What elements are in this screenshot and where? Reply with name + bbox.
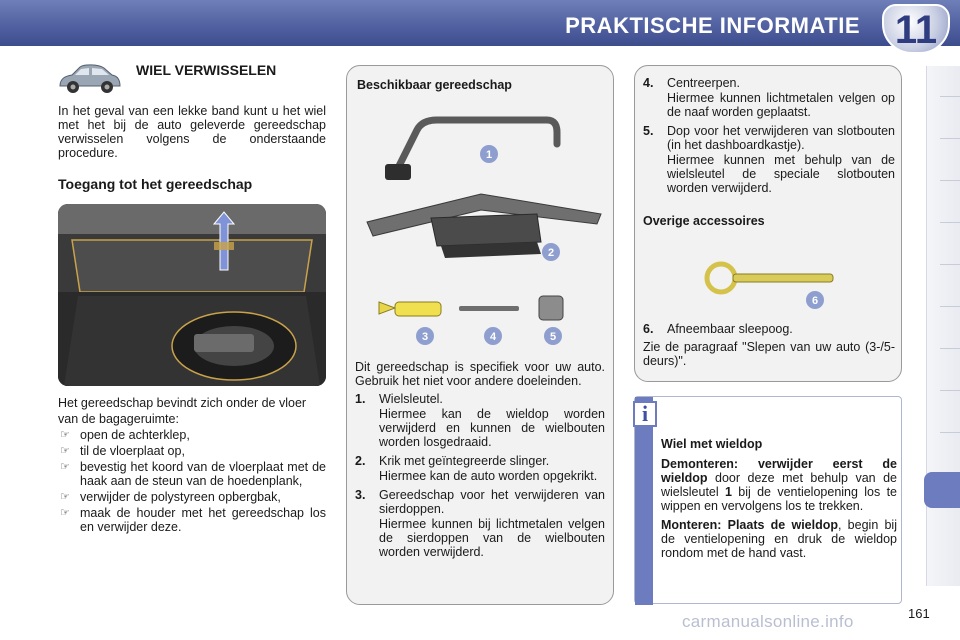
see-also-text: Zie de paragraaf "Slepen van uw auto (3-/5-deurs)".: [643, 340, 895, 368]
item-description: Hiermee kan de auto worden opgekrikt.: [379, 469, 598, 483]
list-item-text: bevestig het koord van de vloerplaat met de haak aan de steun van de hoedenplank,: [80, 460, 326, 488]
callout-label: 1: [485, 149, 493, 161]
accessories-list: [643, 76, 895, 200]
hand-pointer-icon: ☞: [60, 429, 70, 441]
tool-location-text: [58, 396, 326, 536]
steps-list: [58, 428, 326, 534]
tab-divider: [940, 432, 960, 433]
tools-panel-title: Beschikbaar gereedschap: [357, 78, 512, 92]
tools-panel: [346, 65, 614, 605]
info-title: Wiel met wieldop: [661, 437, 763, 451]
list-item: [643, 124, 895, 152]
tab-divider: [940, 264, 960, 265]
info-remove-lead: Demonteren: verwijder eerst de wieldop: [661, 457, 897, 485]
item-description: Hiermee kunnen bij lichtmetalen velgen de sierdoppen van de wielbouten worden verwijderd.: [379, 517, 605, 559]
callout-label: 2: [547, 247, 555, 259]
car-icon: [56, 60, 122, 96]
page-number: 161: [908, 606, 930, 621]
item-name: Gereedschap voor het verwijderen van sierdoppen.: [379, 488, 605, 516]
other-accessories-title: Overige accessoires: [643, 214, 765, 228]
info-mount-lead: Monteren: Plaats de wieldop: [661, 518, 838, 532]
tools-intro: Dit gereedschap is specifiek voor uw auto. Gebruik het niet voor andere doeleinden.: [355, 360, 605, 388]
towing-eye-illustration: [695, 256, 845, 314]
watermark: carmanualsonline.info: [682, 612, 854, 631]
list-item: [58, 506, 326, 534]
list-item: [58, 460, 326, 488]
hand-pointer-icon: ☞: [60, 445, 70, 457]
item-name: Centreerpen.: [667, 76, 740, 90]
chapter-badge: 11: [882, 4, 950, 54]
info-box: [634, 396, 902, 604]
location-line: Het gereedschap bevindt zich onder de vloer: [58, 396, 307, 410]
tab-divider: [940, 96, 960, 97]
info-mount-text: , begin bij de ventielopening en druk de wieldop rondom met de hand vast.: [661, 518, 897, 560]
callout-label: 6: [811, 295, 819, 307]
chapter-tab-strip: [926, 66, 960, 586]
item-number: 3.: [355, 488, 366, 502]
wheel-wrench-illustration: [377, 110, 577, 186]
list-item: [58, 490, 326, 504]
list-item: [355, 392, 605, 406]
info-remove-text: door deze met behulp van de wielsleutel: [661, 471, 897, 499]
info-icon: i: [633, 401, 657, 427]
tab-divider: [940, 306, 960, 307]
info-remove-number: 1: [725, 485, 732, 499]
list-item-text: maak de houder met het gereedschap los en verwijder deze.: [80, 506, 326, 534]
callout-label: 3: [421, 331, 429, 343]
item-number: 2.: [355, 454, 366, 468]
section-title: WIEL VERWISSELEN: [136, 62, 277, 78]
tab-divider: [940, 138, 960, 139]
list-item-text: til de vloerplaat op,: [80, 444, 185, 458]
list-item: [58, 428, 326, 442]
tab-divider: [940, 180, 960, 181]
hand-pointer-icon: ☞: [60, 461, 70, 473]
intro-text: In het geval van een lekke band kunt u het wiel met het bij de auto geleverde gereedschap verwisselen volgens de onderstaande procedure.: [58, 104, 326, 160]
towing-eye-text: [643, 322, 895, 368]
item-number: 4.: [643, 76, 654, 90]
item-number: 5.: [643, 124, 654, 138]
list-item: [58, 444, 326, 458]
callout-label: 5: [549, 331, 557, 343]
chapter-tab-active[interactable]: [924, 472, 960, 508]
info-content: [661, 437, 897, 565]
list-item: [355, 454, 605, 468]
page-title: PRAKTISCHE INFORMATIE: [565, 13, 860, 38]
accessories-panel: [634, 65, 902, 382]
list-item: [643, 76, 895, 90]
small-tools-illustration: [375, 290, 585, 350]
item-description: Hiermee kan de wieldop worden verwijderd en kunnen de wielbouten worden losgedraaid.: [379, 407, 605, 449]
item-number: 1.: [355, 392, 366, 406]
item-name: Krik met geïntegreerde slinger.: [379, 454, 550, 468]
info-remove-text-2: bij de ventielopening los te wippen en vervolgens los te trekken.: [661, 485, 897, 513]
tab-divider: [940, 222, 960, 223]
subsection-title: Toegang tot het gereedschap: [58, 176, 253, 192]
item-number: 6.: [643, 322, 654, 336]
hand-pointer-icon: ☞: [60, 491, 70, 503]
location-line-2: van de bagageruimte:: [58, 412, 179, 426]
info-mount-paragraph: [661, 518, 897, 560]
info-bar: [635, 397, 653, 605]
list-item: [643, 322, 895, 336]
info-remove-paragraph: [661, 457, 897, 513]
list-item-text: open de achterklep,: [80, 428, 190, 442]
tools-list: [355, 360, 605, 564]
list-item-text: verwijder de polystyreen opbergbak,: [80, 490, 281, 504]
item-name: Afneembaar sleepoog.: [667, 322, 793, 336]
item-description: Hiermee kunnen met behulp van de wielsleutel de speciale slotbouten worden verwijderd.: [667, 153, 895, 195]
hand-pointer-icon: ☞: [60, 507, 70, 519]
item-name: Dop voor het verwijderen van slotbouten (in het dashboardkastje).: [667, 124, 895, 152]
trunk-photo: [58, 204, 326, 386]
tab-divider: [940, 348, 960, 349]
callout-label: 4: [489, 331, 497, 343]
tab-divider: [940, 390, 960, 391]
list-item: [355, 488, 605, 516]
jack-illustration: [361, 184, 605, 264]
item-description: Hiermee kunnen lichtmetalen velgen op de naaf worden geplaatst.: [667, 91, 895, 119]
item-name: Wielsleutel.: [379, 392, 443, 406]
